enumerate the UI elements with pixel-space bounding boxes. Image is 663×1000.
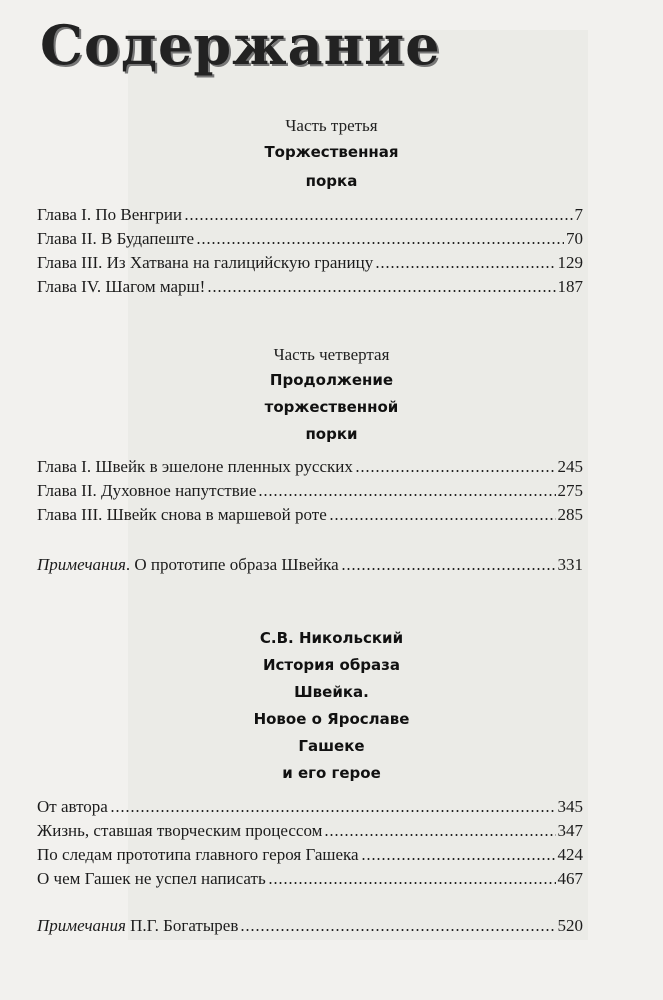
toc-leader-dots	[184, 217, 572, 221]
toc-leader-dots	[355, 469, 556, 473]
toc-leader-dots	[110, 809, 556, 813]
toc-leader-dots	[329, 517, 556, 521]
toc-entry-label: По следам прототипа главного героя Гашека	[37, 845, 359, 864]
toc-entry-page: 129	[557, 253, 583, 272]
toc-entry-page: 467	[557, 869, 583, 888]
toc-entry-label: Глава II. Духовное напутствие	[37, 481, 257, 500]
toc-entry-page: 424	[557, 845, 583, 864]
part4-title-line: Продолжение	[269, 371, 394, 389]
toc-entry-page: 345	[557, 797, 583, 816]
toc-leader-dots	[207, 289, 555, 293]
toc-entry-label: Глава III. Из Хатвана на галицийскую границу	[37, 253, 374, 272]
toc-entry-page: 7	[574, 205, 583, 224]
nikolsky-notes	[37, 914, 583, 938]
toc-entry[interactable]	[37, 867, 583, 891]
toc-leader-dots	[268, 881, 556, 885]
part3-title-line: Торжественная	[264, 143, 399, 161]
toc-entry-page: 275	[557, 481, 583, 500]
part4-title-line: торжественной	[264, 398, 399, 416]
notes-italic-label: Примечания	[37, 555, 126, 574]
nikolsky-title-line: и его герое	[282, 764, 381, 782]
toc-leader-dots	[361, 857, 556, 861]
part3-label: Часть третья	[285, 116, 378, 135]
toc-entry[interactable]	[37, 503, 583, 527]
part4-heading	[0, 343, 663, 448]
toc-entry[interactable]	[37, 251, 583, 275]
toc-entry-label	[37, 553, 339, 577]
toc-entry-page: 520	[557, 916, 583, 935]
toc-entry-label: Глава I. По Венгрии	[37, 205, 183, 224]
part4-notes	[37, 553, 583, 577]
part4-label: Часть четвертая	[273, 345, 390, 364]
toc-entry[interactable]	[37, 479, 583, 503]
nikolsky-heading	[0, 625, 663, 787]
page-title: Содержание	[40, 13, 441, 77]
toc-entry[interactable]	[37, 795, 583, 819]
nikolsky-title-line: Гашеке	[298, 737, 365, 755]
toc-entry[interactable]	[37, 819, 583, 843]
toc-entry-label: Жизнь, ставшая творческим процессом	[37, 821, 323, 840]
toc-leader-dots	[240, 928, 555, 932]
toc-leader-dots	[341, 567, 556, 571]
nikolsky-title-line: История образа	[262, 656, 401, 674]
toc-entry-page: 285	[557, 505, 583, 524]
nikolsky-title-line: Швейка.	[294, 683, 369, 701]
nikolsky-title-line: С.В. Никольский	[259, 629, 404, 647]
toc-leader-dots	[196, 241, 564, 245]
toc-leader-dots	[324, 833, 555, 837]
nikolsky-title-line: Новое о Ярославе	[253, 710, 410, 728]
notes-label-rest: . О прототипе образа Швейка	[125, 555, 339, 574]
part3-title-line: порка	[305, 172, 358, 190]
toc-entry[interactable]	[37, 203, 583, 227]
notes-label-rest: П.Г. Богатырев	[125, 916, 239, 935]
toc-entry-notes[interactable]	[37, 914, 583, 938]
toc-entry-page: 245	[557, 457, 583, 476]
toc-entry[interactable]	[37, 227, 583, 251]
toc-entry[interactable]	[37, 275, 583, 299]
toc-entry-label: Глава II. В Будапеште	[37, 229, 195, 248]
toc-entry-page: 347	[557, 821, 583, 840]
toc-entry-label	[37, 914, 238, 938]
notes-italic-label: Примечания	[37, 916, 126, 935]
toc-entry-page: 187	[557, 277, 583, 296]
nikolsky-toc	[37, 795, 583, 891]
toc-entry-page: 331	[557, 555, 583, 574]
toc-leader-dots	[375, 265, 555, 269]
toc-entry[interactable]	[37, 455, 583, 479]
toc-entry-label: Глава I. Швейк в эшелоне пленных русских	[37, 457, 353, 476]
toc-entry-label: От автора	[37, 797, 108, 816]
part3-toc	[37, 203, 583, 299]
part4-title-line: порки	[305, 425, 358, 443]
toc-entry-label: Глава III. Швейк снова в маршевой роте	[37, 505, 327, 524]
toc-leader-dots	[258, 493, 555, 497]
toc-entry-page: 70	[566, 229, 583, 248]
toc-entry-notes[interactable]	[37, 553, 583, 577]
part4-toc	[37, 455, 583, 527]
part3-heading	[0, 114, 663, 196]
toc-entry-label: О чем Гашек не успел написать	[37, 869, 266, 888]
toc-entry[interactable]	[37, 843, 583, 867]
toc-entry-label: Глава IV. Шагом марш!	[37, 277, 206, 296]
